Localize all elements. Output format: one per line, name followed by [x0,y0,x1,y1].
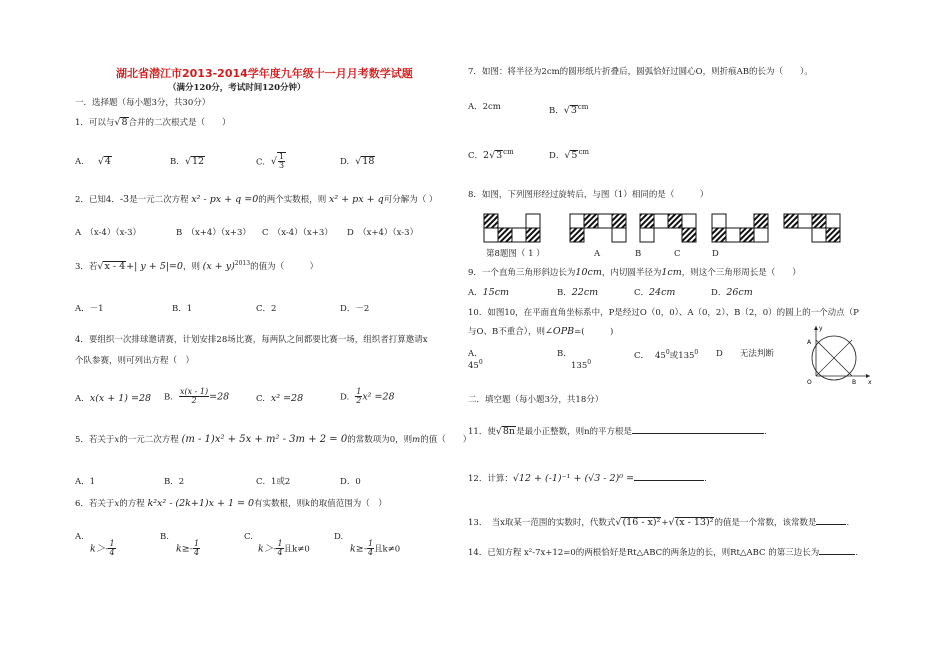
q7-option-c: C．$2√3^{cm}$ [468,148,514,161]
q6-option-a-label: A. [75,532,84,542]
q10-option-b: B． $135^0$ [557,349,592,371]
q8-label-a: A [594,249,601,259]
q3-option-c: C．2 [256,304,277,314]
q1-option-b: B. √12 [170,156,205,167]
q10-option-c: C． $45^0$或$135^0$ [634,349,699,361]
q10-option-d: D 无法判断 [716,349,774,359]
q3-option-d: D．－2 [340,304,370,314]
q11-answer-blank[interactable] [632,433,764,434]
q5-option-d: D．0 [340,477,361,487]
q9-option-a: A．15cm [468,287,510,298]
q8-label-d: D [712,249,719,259]
question-8: 8．如图，下列图形经过旋转后，与图（1）相同的是（ ） [468,190,709,200]
q12-answer-blank[interactable] [634,480,704,481]
q7-option-a: A．2cm [468,102,501,112]
q5-option-b: B．2 [164,477,185,487]
question-5: 5．若关于x的一元二次方程 (m - 1)x² + 5x + m² - 3m + 2 = 0的常数项为0，则m的值（ ） [75,434,472,445]
section1-heading: 一．选择题（每小题3分，共30分） [75,98,211,108]
exam-subtitle: （满分120分，考试时间120分钟） [168,83,306,93]
q6-option-c: k＞- $\frac{1}{4}$ 且k≠0 [258,539,310,558]
q5-option-c: C．1或2 [256,477,291,487]
q9-option-b: B．22cm [557,287,599,298]
q6-option-d-label: D. [334,532,344,542]
q14-answer-blank[interactable] [819,554,855,555]
question-14: 14．已知方程 x²-7x+12=0的两根恰好是Rt△ABC的两条边的长，则Rt△ABC 的第三边长为 . [468,548,858,558]
q10-figure-label-x: x [868,379,872,386]
q10-circle-figure [802,322,874,388]
q9-option-c: C．24cm [634,287,676,298]
q9-option-d: D．26cm [711,287,753,298]
q3-option-a: A．－1 [75,304,104,314]
q8-caption: 第8题图（ 1 ） [486,249,545,259]
q8-label-b: B [635,249,642,259]
q4-option-d: D. $\frac{1}{2}$ x² =28 [340,387,395,406]
q1-option-a: A. √4 [75,156,111,167]
q6-option-b-label: B. [160,532,169,542]
q1-option-d: D. √18 [340,156,375,167]
q2-option-a: A （x-4）（x-3） [75,228,141,238]
q7-option-b: B．$√3^{cm}$ [549,103,589,116]
q10-option-a: A． $45^0$ [468,349,483,371]
q8-figure-1 [484,214,540,242]
question-6: 6．若关于x的方程 k²x² - (2k+1)x + 1 = 0有实数根，则k的取值范围为（ ） [75,498,387,509]
q8-figure-d [784,214,840,242]
q4-option-c: C. x² =28 [256,393,304,404]
q4-option-a: A. x(x + 1) =28 [75,393,152,404]
q8-figure-a [570,214,626,242]
q2-option-d: D （x+4）（x-3） [347,228,419,238]
question-2: 2．已知4．-3是一元二次方程 x² - px + q =0的两个实数根，则 x² + px + q可分解为（ ） [75,194,438,205]
question-3: 3．若√x - 4+| y + 5|=0，则 $(x + y)^{2013}$的值为（ ） [75,260,319,272]
question-7: 7．如图：将半径为2cm的圆形纸片折叠后，圆弧恰好过圆心O，则折痕AB的长为（ ）。 [468,67,813,77]
question-13: 13． 当x取某一范围的实数时，代数式√(16 - x)²+√(x - 13)²的值是一个常数，该常数是 . [468,517,850,528]
q6-option-d: k≥- $\frac{1}{4}$ 且k≠0 [350,539,401,558]
q6-option-c-label: C. [244,532,253,542]
question-9: 9．一个直角三角形斜边长为10cm，内切圆半径为1cm，则这个三角形周长是（ ） [468,267,801,278]
question-11: 11．使√8n是最小正整数，则n的平方根是 . [468,426,767,437]
q8-figure-b [640,214,696,242]
q3-option-b: B．1 [172,304,193,314]
q6-option-b: k≥- $\frac{1}{4}$ [176,539,200,558]
q10-figure-label-y: y [819,325,823,332]
q2-option-b: B （x+4）（x+3） [176,228,251,238]
section2-heading: 二．填空题（每小题3分，共18分） [468,395,604,405]
q5-option-a: A．1 [75,477,96,487]
q10-figure-label-b: B [852,379,857,386]
q8-figure-c [712,214,768,242]
q8-figures [480,210,860,244]
question-10-line2: 与O、B不重合），则∠OPB=( ) [468,326,614,337]
q2-option-c: C （x-4）（x+3） [262,228,333,238]
q7-option-d: D．$√5^{cm}$ [549,148,589,161]
question-10-line1: 10．如图10，在平面直角坐标系中，P是经过O（0，0）、A（0，2）、B（2，0）的圆上的一个动点（P [468,308,859,318]
question-1: 1．可以与√8合并的二次根式是（ ） [75,117,231,128]
q13-answer-blank[interactable] [816,524,846,525]
q4-option-b: B. $\frac{x(x - 1)}{2}$ =28 [164,387,230,406]
q6-option-a: k＞- $\frac{1}{4}$ [90,539,115,558]
q10-figure-label-a: A [807,339,812,346]
q10-figure-label-o: O [807,379,812,386]
q1-option-c: C. √ $\frac{1}{3}$ [256,152,285,171]
q8-label-c: C [674,249,681,259]
exam-title: 湖北省潜江市2013-2014学年度九年级十一月月考数学试题 [116,67,413,80]
question-4-line2: 个队参赛，则可列出方程（ ） [75,356,195,366]
question-4-line1: 4．要组织一次排球邀请赛，计划安排28场比赛，每两队之间都要比赛一场，组织者打算邀请x [75,335,428,345]
question-12: 12．计算：√12 + (-1)⁻¹ + (√3 - 2)⁰ = . [468,473,707,484]
